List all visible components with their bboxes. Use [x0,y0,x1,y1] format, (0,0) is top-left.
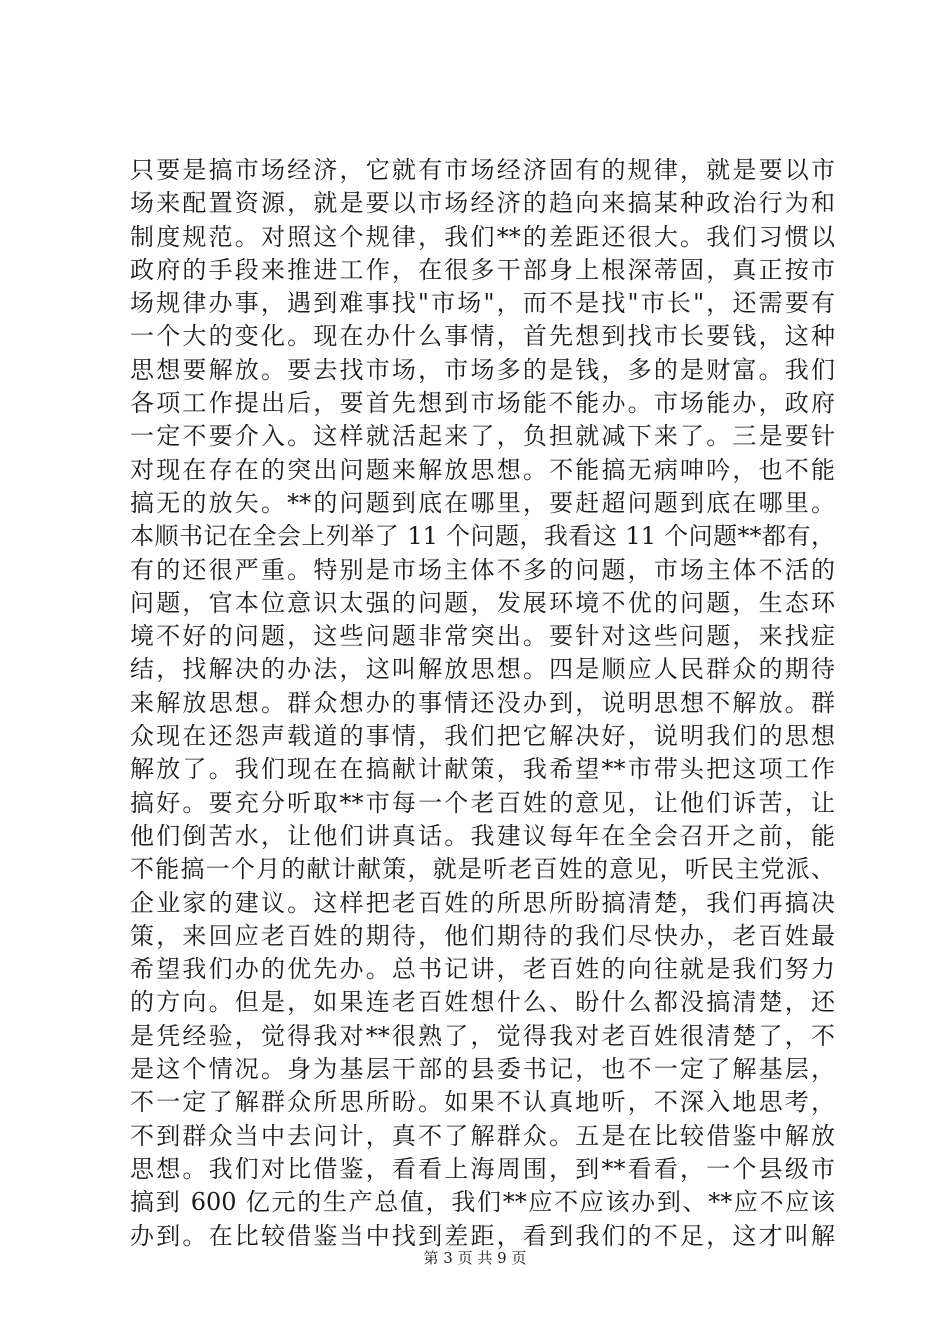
text-line: 场来配置资源，就是要以市场经济的趋向来搞某种政治行为和 [130,189,835,218]
text-line: 不一定了解群众所思所盼。如果不认真地听，不深入地思考， [130,1088,835,1117]
text-line: 搞到 600 亿元的生产总值，我们**应不应该办到、**应不应该 [130,1188,835,1217]
text-line: 是这个情况。身为基层干部的县委书记，也不一定了解基层， [130,1055,835,1084]
text-line: 一个大的变化。现在办什么事情，首先想到找市长要钱，这种 [130,322,835,351]
text-line: 问题，官本位意识太强的问题，发展环境不优的问题，生态环 [130,588,835,617]
text-line: 结，找解决的办法，这叫解放思想。四是顺应人民群众的期待 [130,655,835,684]
text-line: 场规律办事，遇到难事找"市场"，而不是找"市长"，还需要有 [130,289,835,318]
text-line: 境不好的问题，这些问题非常突出。要针对这些问题，来找症 [130,622,835,651]
text-line: 一定不要介入。这样就活起来了，负担就减下来了。三是要针 [130,422,835,451]
text-line: 不到群众当中去问计，真不了解群众。五是在比较借鉴中解放 [130,1121,835,1150]
text-line: 众现在还怨声载道的事情，我们把它解决好，说明我们的思想 [130,722,835,751]
text-line: 政府的手段来推进工作，在很多干部身上根深蒂固，真正按市 [130,255,835,284]
text-line: 企业家的建议。这样把老百姓的所思所盼搞清楚，我们再搞决 [130,888,835,917]
text-line: 只要是搞市场经济，它就有市场经济固有的规律，就是要以市 [130,156,835,184]
text-line: 各项工作提出后，要首先想到市场能不能办。市场能办，政府 [130,389,835,418]
text-line: 搞无的放矢。**的问题到底在哪里，要赶超问题到底在哪里。 [130,488,835,517]
text-line: 来解放思想。群众想办的事情还没办到，说明思想不解放。群 [130,688,835,717]
text-line: 是凭经验，觉得我对**很熟了，觉得我对老百姓很清楚了，不 [130,1021,835,1050]
text-line: 的方向。但是，如果连老百姓想什么、盼什么都没搞清楚，还 [130,988,835,1017]
text-line: 他们倒苦水，让他们讲真话。我建议每年在全会召开之前，能 [130,821,835,850]
text-line: 策，来回应老百姓的期待，他们期待的我们尽快办，老百姓最 [130,921,835,950]
text-line: 思想要解放。要去找市场，市场多的是钱，多的是财富。我们 [130,355,835,384]
text-line: 制度规范。对照这个规律，我们**的差距还很大。我们习惯以 [130,222,835,251]
text-line: 本顺书记在全会上列举了 11 个问题，我看这 11 个问题**都有， [130,522,835,551]
text-line: 搞好。要充分听取**市每一个老百姓的意见，让他们诉苦，让 [130,788,835,817]
text-line: 有的还很严重。特别是市场主体不多的问题，市场主体不活的 [130,555,835,584]
text-line: 不能搞一个月的献计献策，就是听老百姓的意见，听民主党派、 [130,855,835,884]
body-text [130,154,835,1253]
text-line: 思想。我们对比借鉴，看看上海周围，到**看看，一个县级市 [130,1154,835,1183]
text-line: 希望我们办的优先办。总书记讲，老百姓的向往就是我们努力 [130,955,835,984]
text-line: 办到。在比较借鉴当中找到差距，看到我们的不足，这才叫解 [130,1221,835,1250]
text-line: 解放了。我们现在在搞献计献策，我希望**市带头把这项工作 [130,755,835,784]
page-footer: 第 3 页 共 9 页 [423,1249,527,1267]
text-line: 对现在存在的突出问题来解放思想。不能搞无病呻吟，也不能 [130,455,835,484]
